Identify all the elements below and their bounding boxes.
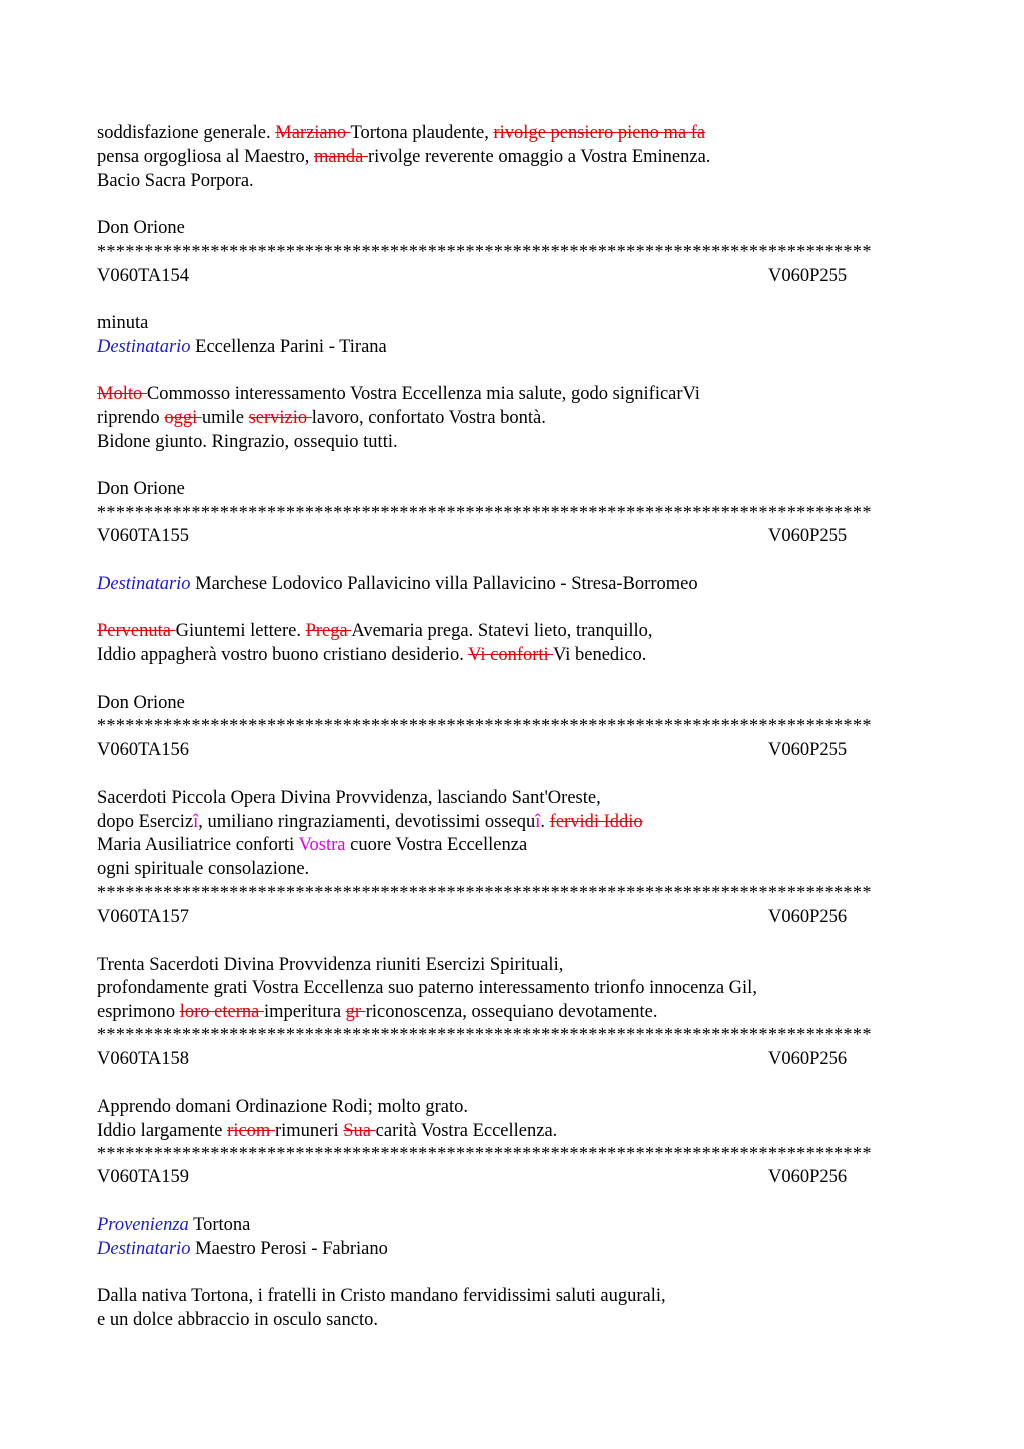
deleted-text: Vi conforti <box>468 645 553 665</box>
origin-line: Provenienza Tortona <box>97 1215 251 1235</box>
signature: Don Orione <box>97 218 185 238</box>
document-code: V060TA158 <box>97 1049 190 1069</box>
recipient-label: Destinatario <box>97 574 191 594</box>
text-line: Pervenuta Giuntemi lettere. Prega Avemaria prega. Statevi lieto, tranquillo, <box>97 621 653 641</box>
text-line: soddisfazione generale. Marziano Tortona plaudente, rivolge pensiero pieno ma fa <box>97 123 706 143</box>
deleted-text: Marziano <box>275 123 351 143</box>
signature: Don Orione <box>97 693 185 713</box>
deleted-text: manda <box>314 147 368 167</box>
deleted-text: loro eterna <box>179 1002 264 1022</box>
text-line: ogni spirituale consolazione. <box>97 859 310 879</box>
text-line: Sacerdoti Piccola Opera Divina Provvidenza, lasciando Sant'Oreste, <box>97 788 601 808</box>
text-line: esprimono loro eterna imperitura gr riconoscenza, ossequiano devotamente. <box>97 1002 658 1022</box>
document-code: V060TA159 <box>97 1167 190 1187</box>
deleted-text: ricom <box>227 1121 275 1141</box>
deleted-text: Pervenuta <box>97 621 176 641</box>
recipient-line: Destinatario Maestro Perosi - Fabriano <box>97 1239 388 1259</box>
page-code: V060P256 <box>768 907 848 927</box>
page-code: V060P255 <box>768 266 848 286</box>
inserted-text: Vostra <box>298 835 346 855</box>
text-line: Dalla nativa Tortona, i fratelli in Cristo mandano fervidissimi saluti augurali, <box>97 1286 666 1306</box>
separator: ********************************************************************************** <box>97 244 872 258</box>
deleted-text: servizio <box>248 408 312 428</box>
text-line: Maria Ausiliatrice conforti Vostra cuore Vostra Eccellenza <box>97 835 528 855</box>
recipient-line: Destinatario Marchese Lodovico Pallavicino villa Pallavicino - Stresa-Borromeo <box>97 574 698 594</box>
document-code: V060TA156 <box>97 740 190 760</box>
deleted-text: Molto <box>97 384 147 404</box>
deleted-text: rivolge pensiero pieno ma fa <box>493 123 706 143</box>
text-line: Apprendo domani Ordinazione Rodi; molto grato. <box>97 1097 468 1117</box>
separator: ********************************************************************************** <box>97 1146 872 1160</box>
deleted-text: Prega <box>305 621 352 641</box>
text-line: Iddio largamente ricom rimuneri Sua carità Vostra Eccellenza. <box>97 1121 558 1141</box>
text-line: pensa orgogliosa al Maestro, manda rivolge reverente omaggio a Vostra Eminenza. <box>97 147 711 167</box>
inserted-text: î <box>193 812 199 832</box>
deleted-text: Sua <box>343 1121 376 1141</box>
separator: ********************************************************************************** <box>97 505 872 519</box>
separator: ********************************************************************************** <box>97 885 872 899</box>
page-code: V060P255 <box>768 740 848 760</box>
document-type: minuta <box>97 313 149 333</box>
separator: ********************************************************************************** <box>97 1027 872 1041</box>
signature: Don Orione <box>97 479 185 499</box>
deleted-text: oggi <box>164 408 202 428</box>
text-line: Bidone giunto. Ringrazio, ossequio tutti. <box>97 432 398 452</box>
text-line: profondamente grati Vostra Eccellenza suo paterno interessamento trionfo innocenza Gil, <box>97 978 757 998</box>
deleted-text: fervidi Iddio <box>549 812 643 832</box>
text-line: Bacio Sacra Porpora. <box>97 171 254 191</box>
page-code: V060P255 <box>768 526 848 546</box>
text-line: dopo Esercizî, umiliano ringraziamenti, devotissimi ossequî. fervidi Iddio <box>97 812 643 832</box>
text-line: Iddio appagherà vostro buono cristiano desiderio. Vi conforti Vi benedico. <box>97 645 647 665</box>
text-line: Molto Commosso interessamento Vostra Eccellenza mia salute, godo significarVi <box>97 384 700 404</box>
page-code: V060P256 <box>768 1049 848 1069</box>
recipient-label: Destinatario <box>97 337 191 357</box>
document-code: V060TA154 <box>97 266 190 286</box>
separator: ********************************************************************************** <box>97 718 872 732</box>
document-code: V060TA157 <box>97 907 190 927</box>
recipient-line: Destinatario Eccellenza Parini - Tirana <box>97 337 387 357</box>
origin-label: Provenienza <box>97 1215 189 1235</box>
deleted-text: gr <box>345 1002 366 1022</box>
text-line: Trenta Sacerdoti Divina Provvidenza riuniti Esercizi Spirituali, <box>97 955 564 975</box>
document-code: V060TA155 <box>97 526 190 546</box>
recipient-label: Destinatario <box>97 1239 191 1259</box>
inserted-text: î <box>535 812 541 832</box>
page-code: V060P256 <box>768 1167 848 1187</box>
text-line: e un dolce abbraccio in osculo sancto. <box>97 1310 378 1330</box>
text-line: riprendo oggi umile servizio lavoro, confortato Vostra bontà. <box>97 408 546 428</box>
